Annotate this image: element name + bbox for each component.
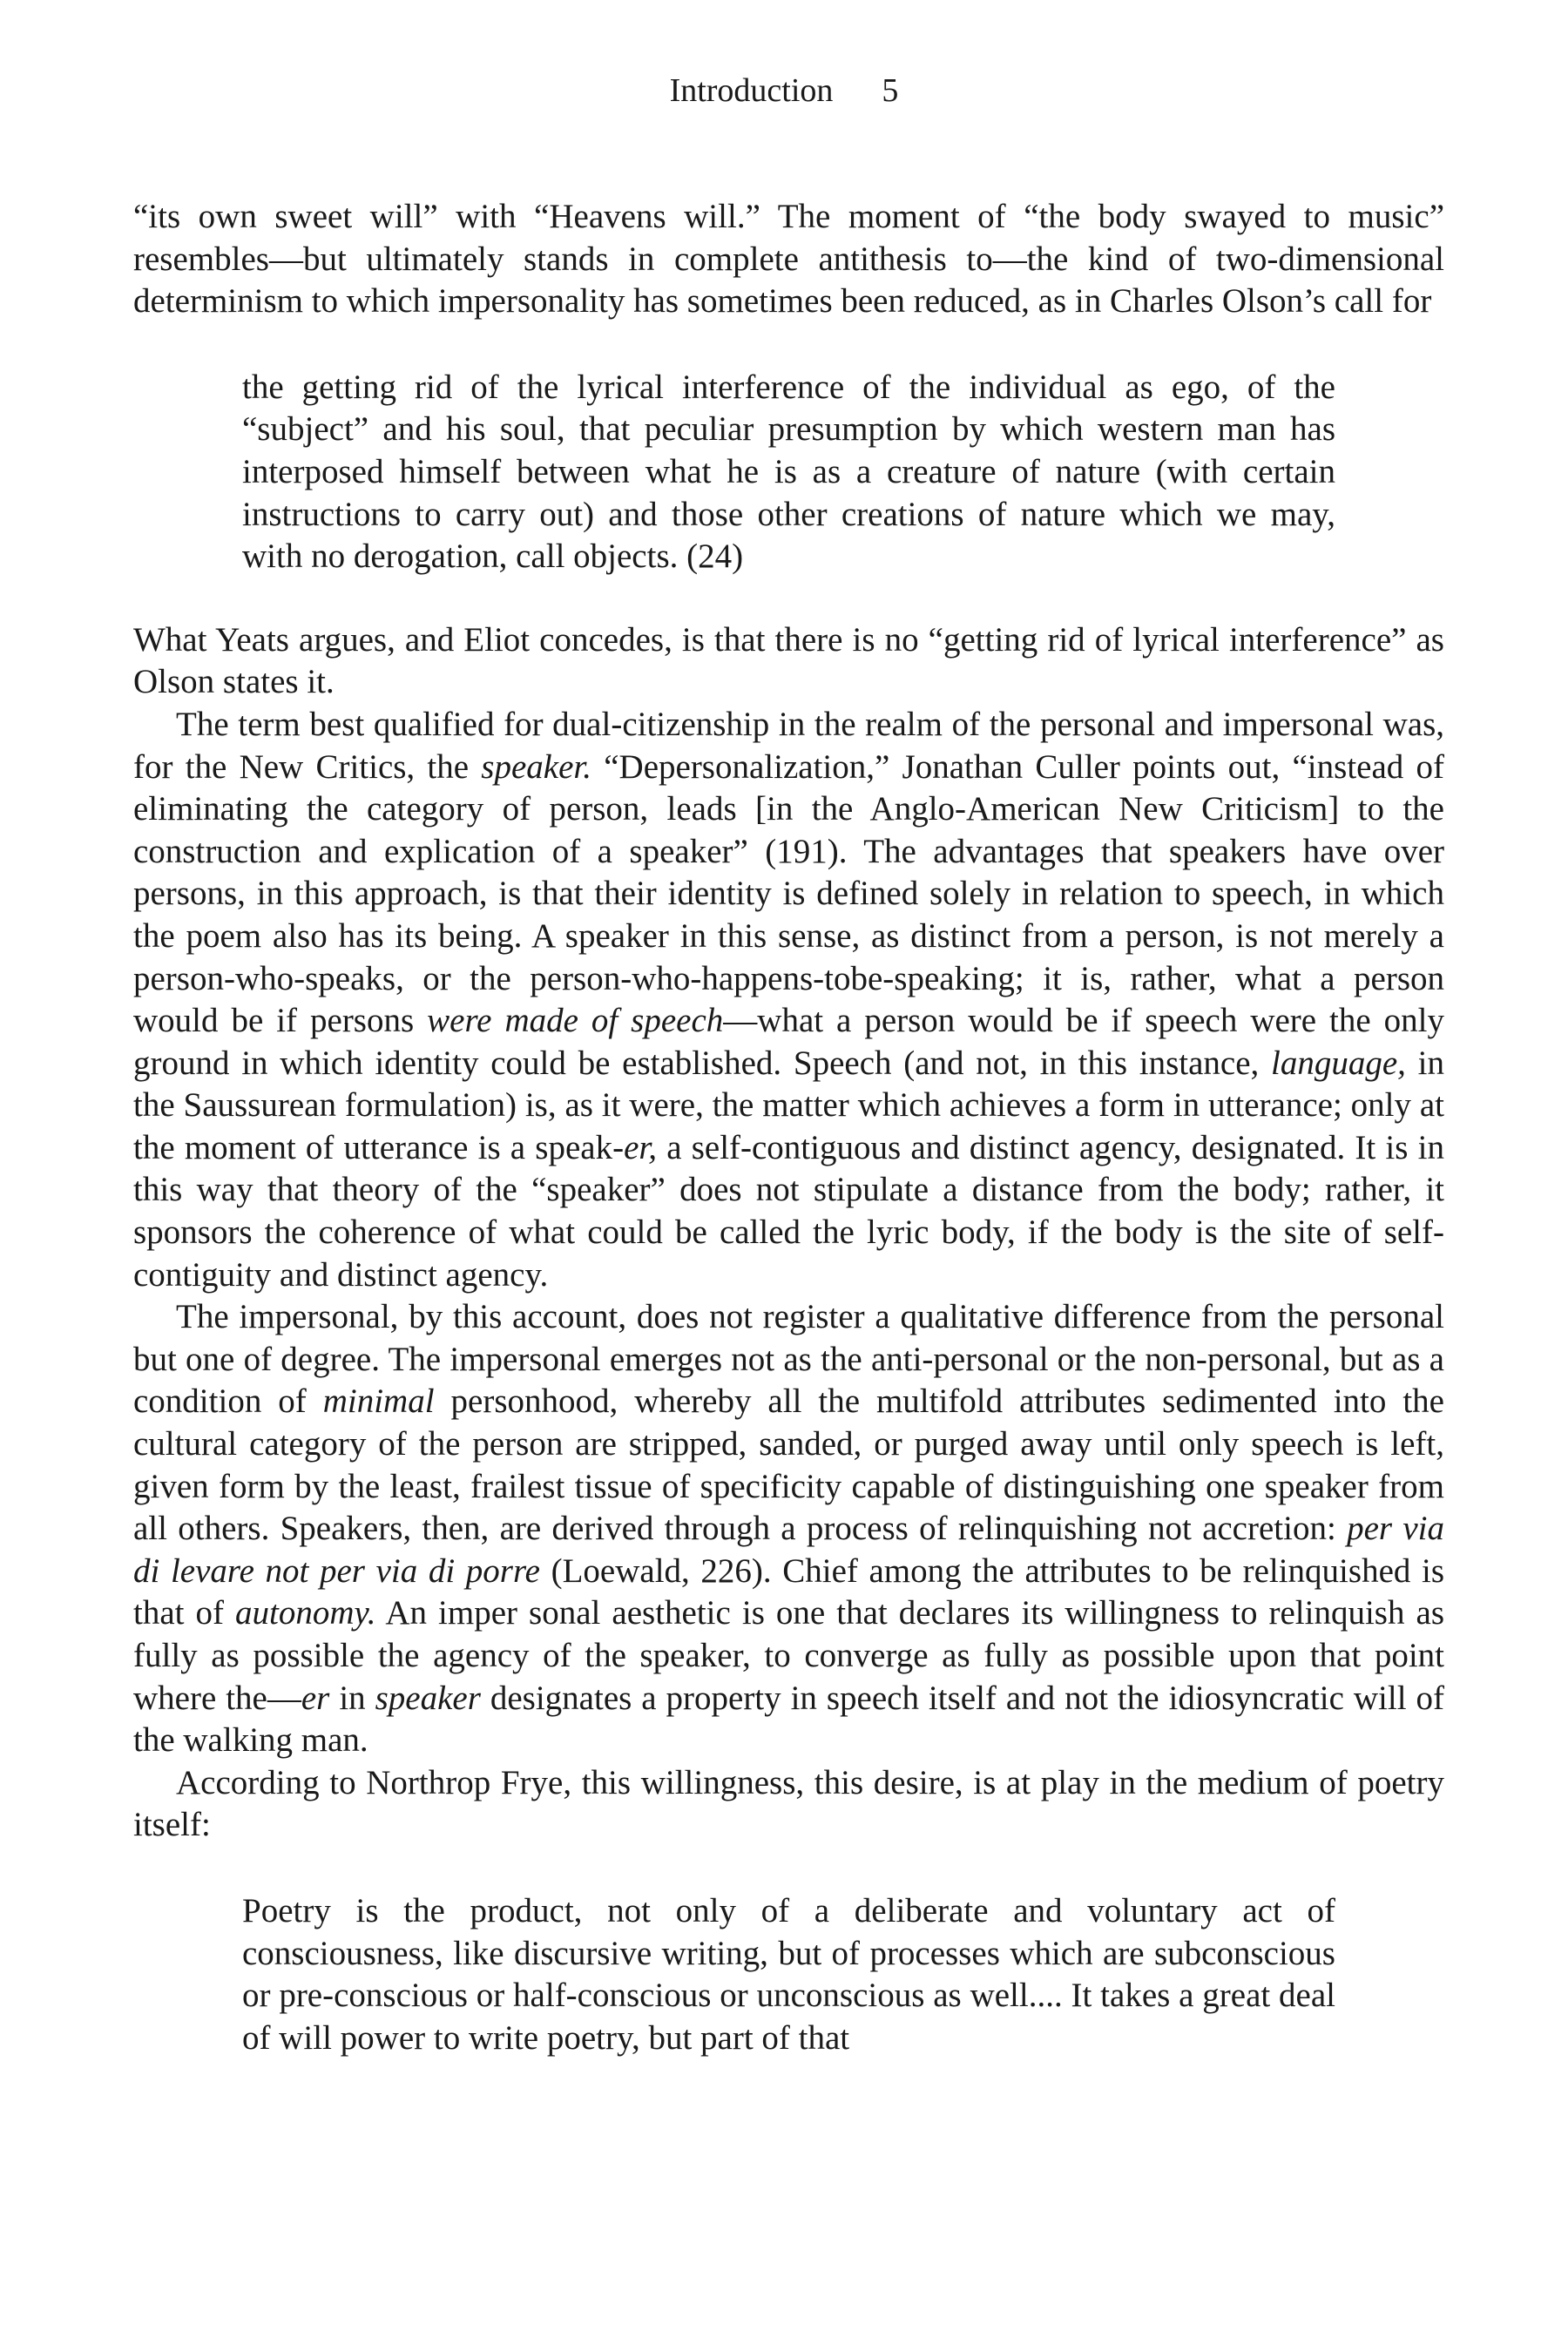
- paragraph-4-text: The impersonal, by this account, does not register a qualitative difference from the personal but one of degree. The impersonal emerges not as the anti-personal or the non-personal, but as a condition of: [133, 1298, 1444, 1421]
- paragraph-3-text: —what a person would be if speech were the only ground in which identity could be established. Speech (and not, in this instance,: [133, 1002, 1444, 1082]
- paragraph-4: [133, 1296, 1444, 1762]
- paragraph-4-italic: speaker: [375, 1679, 481, 1717]
- paragraph-2: [133, 619, 1444, 704]
- block-quote-frye-text: [242, 1890, 1335, 2059]
- paragraph-3-text: “Depersonalization,” Jonathan Culler points out, “instead of eliminating the category of person, leads [in the Anglo-American New Criticism] to the construction and explication of a speaker” (191). The advantages that speakers have over persons, in this approach, is that their identity is defined solely in relation to speech, in which the poem also has its being. A speaker in this sense, as distinct from a person, is not merely a person-who-speaks, or the person-who-happens-tobe-speaking; it is, rather, what a person would be if persons: [133, 747, 1444, 1040]
- paragraph-5: [133, 1762, 1444, 1847]
- paragraph-4-italic: er: [301, 1679, 330, 1717]
- paragraph-1: [133, 196, 1444, 323]
- paragraph-4-text: in: [329, 1679, 375, 1717]
- paragraph-3-text: a self-contiguous and distinct agency, designated. It is in this way that theory of the “speaker” does not stipulate a distance from the body; rather, it sponsors the coherence of what could be called the lyric body, if the body is the site of self-contiguity and distinct agency.: [133, 1128, 1444, 1294]
- paragraph-3-italic: language,: [1271, 1044, 1406, 1082]
- paragraph-4-text: An imper sonal aesthetic is one that declares its willingness to relinquish as fully as possible the agency of the speaker, to converge as fully as possible upon that point where the—: [133, 1594, 1444, 1717]
- block-quote-frye: [242, 1890, 1335, 2059]
- paragraph-3-italic: were made of speech: [427, 1002, 724, 1040]
- block-quote-olson-span: the getting rid of the lyrical interference of the individual as ego, of the “subject” and his soul, that peculiar presumption by which western man has interposed himself between what he is as a creature of nature (with certain instructions to carry out) and those other creations of nature which we may, with no derogation, call objects. (24): [242, 368, 1335, 576]
- paragraph-4-text: designates a property in speech itself and not the idiosyncratic will of the walking man.: [133, 1679, 1444, 1760]
- paragraph-3-italic: speaker.: [481, 747, 591, 786]
- paragraph-4-italic: minimal: [322, 1382, 435, 1421]
- paragraph-4-text: (Loewald, 226). Chief among the attributes to be relinquished is that of: [133, 1551, 1444, 1632]
- paragraph-3-italic: er,: [624, 1128, 658, 1166]
- paragraph-5-text: According to Northrop Frye, this willingness, this desire, is at play in the medium of poetry itself:: [133, 1763, 1444, 1844]
- block-quote-olson-text: [242, 367, 1335, 578]
- running-head: [0, 70, 1568, 112]
- paragraph-4-italic: autonomy.: [235, 1594, 376, 1632]
- paragraph-4-italic: per via di levare not per via di porre: [133, 1510, 1444, 1590]
- body-text: [133, 196, 1444, 2059]
- page-number: 5: [882, 72, 899, 109]
- running-title: Introduction: [669, 72, 834, 109]
- paragraph-3: [133, 704, 1444, 1296]
- paragraph-1-text: “its own sweet will” with “Heavens will.” The moment of “the body swayed to music” resembles—but ultimately stands in complete antithesis to—the kind of two-dimensional determinism to which impersonality has sometimes been reduced, as in Charles Olson’s call for: [133, 198, 1444, 321]
- block-quote-frye-span: Poetry is the product, not only of a deliberate and voluntary act of consciousness, like discursive writing, but of processes which are subconscious or pre-conscious or half-conscious or unconscious as well.... It takes a great deal of will power to write poetry, but part of that: [242, 1891, 1335, 2057]
- paragraph-2-text: What Yeats argues, and Eliot concedes, is that there is no “getting rid of lyrical interference” as Olson states it.: [133, 620, 1444, 701]
- paragraph-3-text: The term best qualified for dual-citizenship in the realm of the personal and impersonal was, for the New Critics, the: [133, 705, 1444, 786]
- paragraph-4-text: personhood, whereby all the multifold attributes sedimented into the cultural category of the person are stripped, sanded, or purged away until only speech is left, given form by the least, frailest tissue of specificity capable of distinguishing one speaker from all others. Speakers, then, are derived through a process of relinquishing not accretion:: [133, 1382, 1444, 1548]
- paragraph-3-text: in the Saussurean formulation) is, as it were, the matter which achieves a form in utterance; only at the moment of utterance is a speak-: [133, 1044, 1444, 1166]
- block-quote-olson: [242, 367, 1335, 578]
